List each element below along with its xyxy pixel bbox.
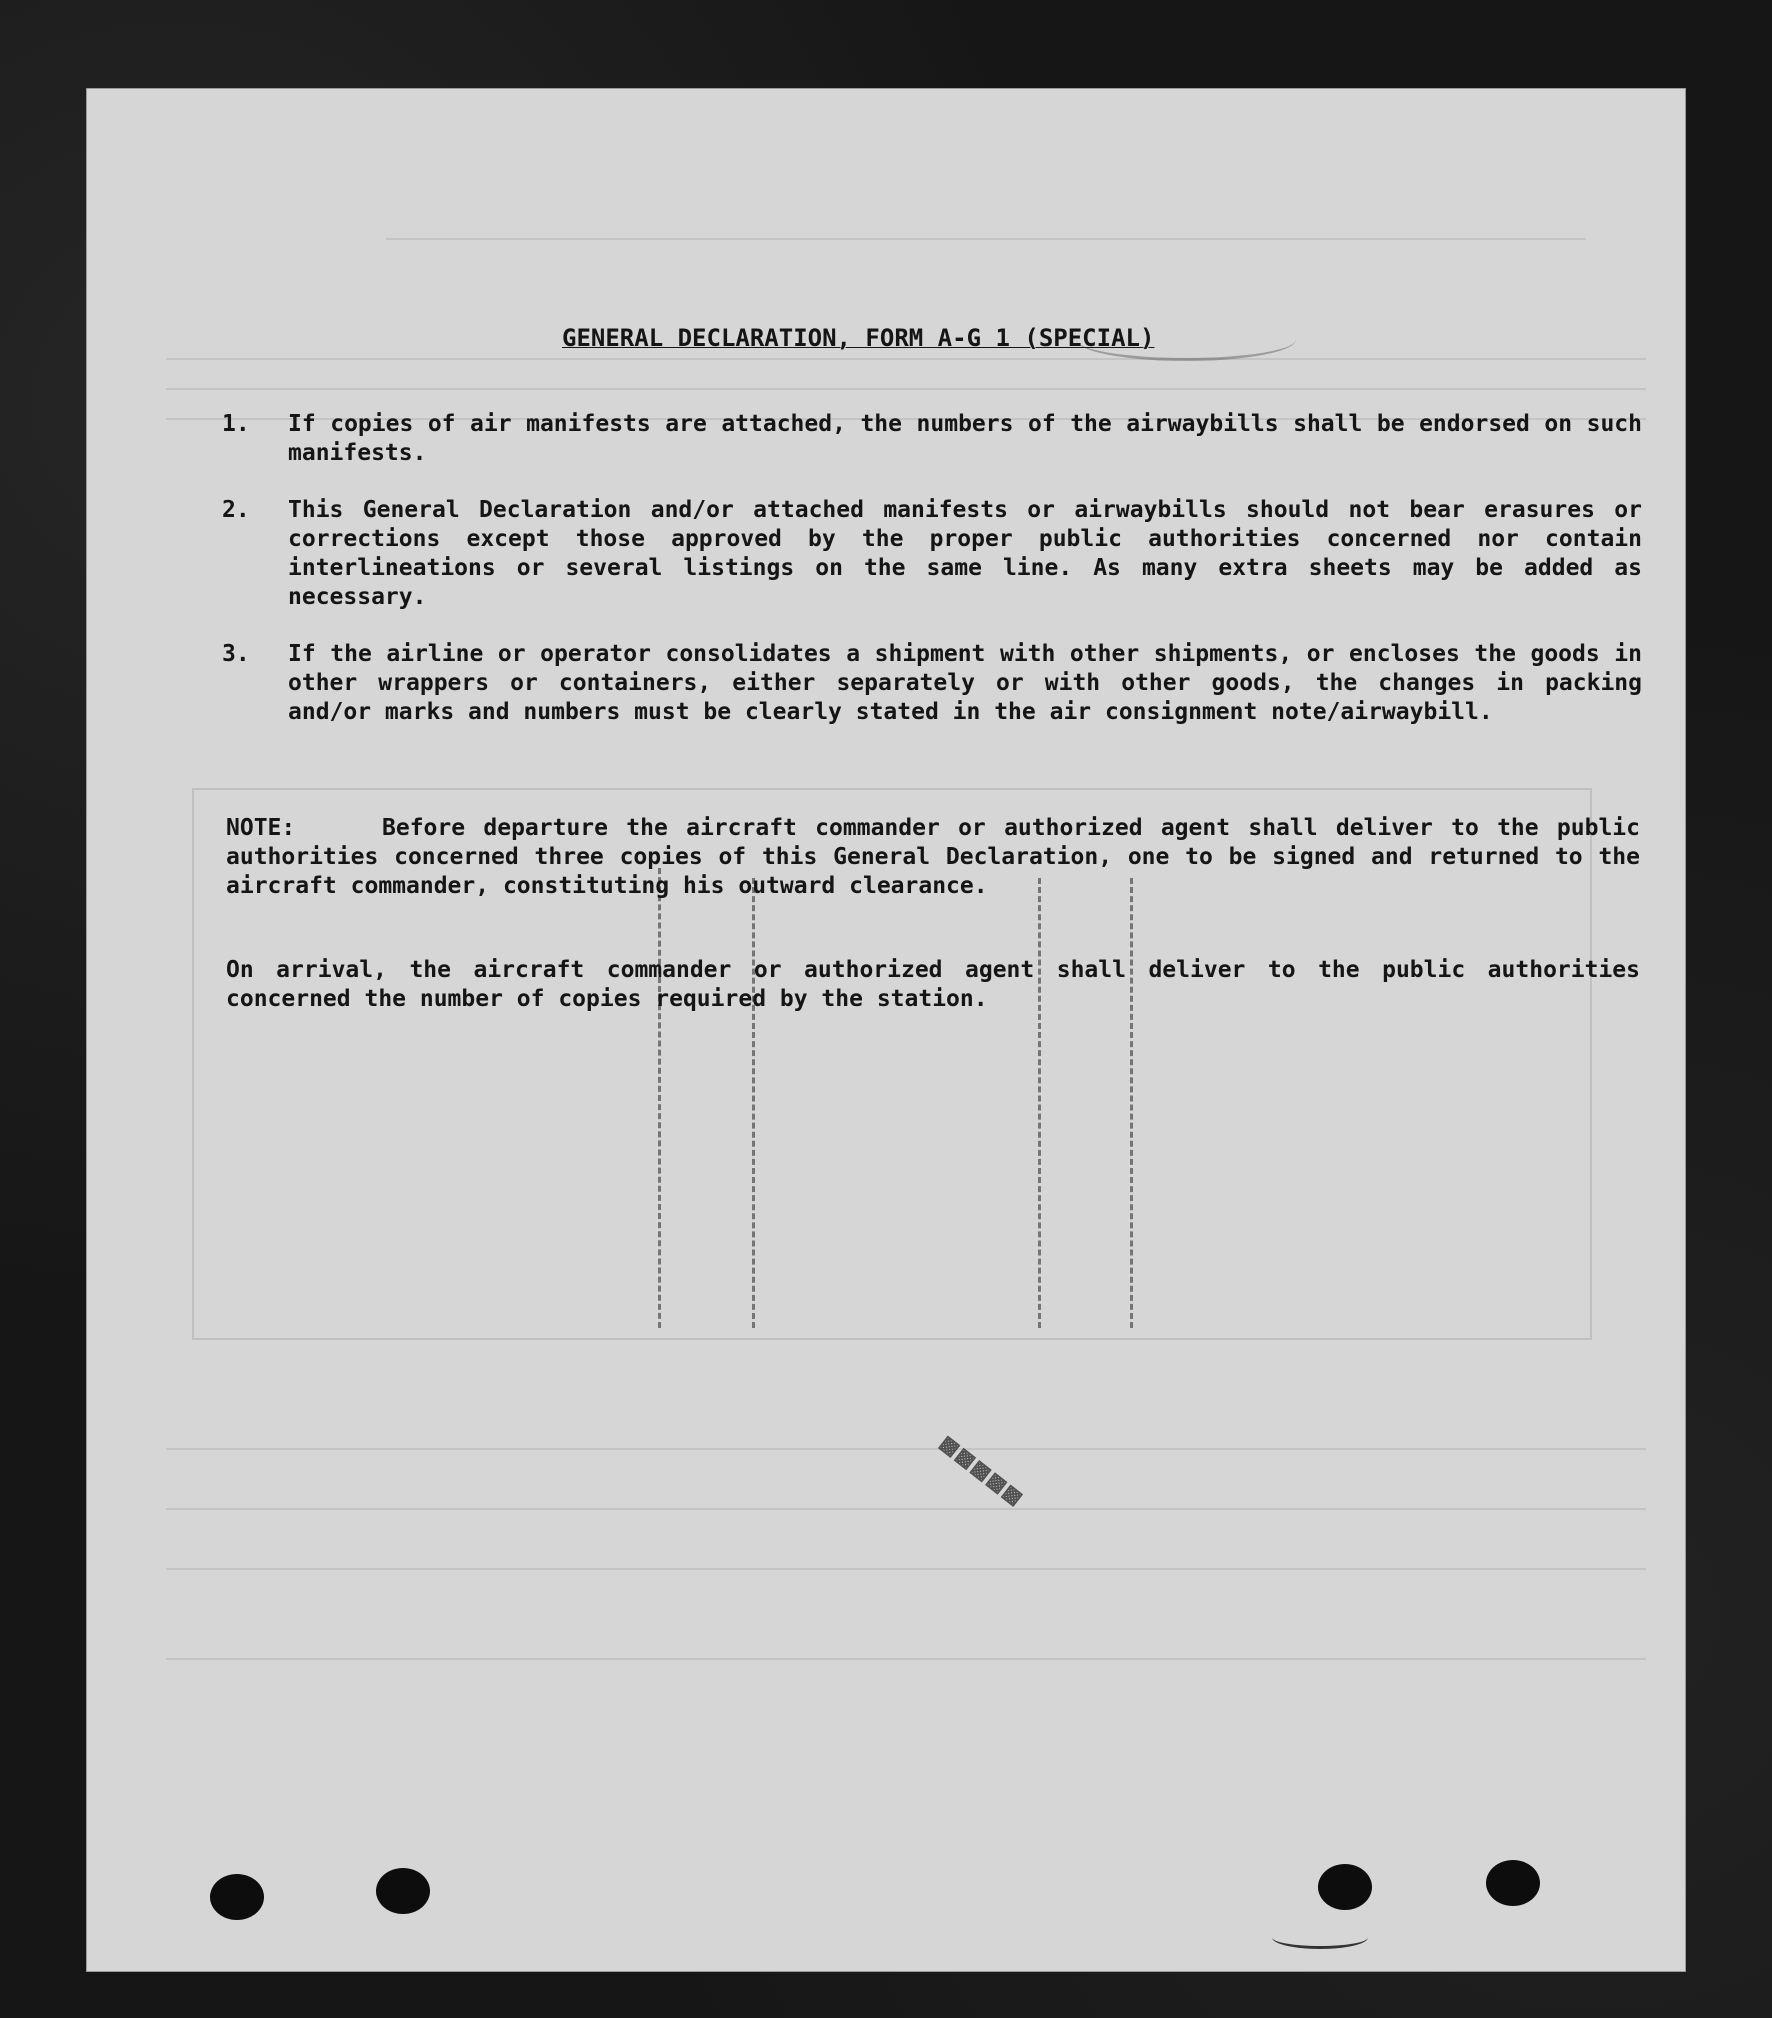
- punch-hole: [210, 1874, 264, 1920]
- instruction-item: [222, 496, 1642, 612]
- item-text: If copies of air manifests are attached, the numbers of the airwaybills shall be endorsed on such manifests.: [288, 411, 1642, 466]
- arrival-text: On arrival, the aircraft commander or authorized agent shall deliver to the public authorities concerned the number of copies required by the station.: [226, 957, 1640, 1012]
- item-text: This General Declaration and/or attached manifests or airwaybills should not bear erasures or corrections except those approved by the proper public authorities concerned nor contain interlineations or several listings on the same line. As many extra sheets may be added as necessary.: [288, 497, 1642, 610]
- arrival-paragraph: [226, 956, 1640, 1014]
- note-label: NOTE:: [226, 815, 296, 841]
- instruction-item: [222, 640, 1642, 727]
- instruction-item: [222, 410, 1642, 468]
- item-text: If the airline or operator consolidates a shipment with other shipments, or encloses the goods in other wrappers or containers, either separately or with other goods, the changes in packing and/or marks and numbers must be clearly stated in the air consignment note/airwaybill.: [288, 641, 1642, 725]
- punch-hole: [1318, 1864, 1372, 1910]
- punch-hole: [1486, 1860, 1540, 1906]
- punch-hole: [376, 1868, 430, 1914]
- rubber-stamp: ▩▩▩▩▩: [935, 1431, 1028, 1511]
- note-paragraph: [226, 814, 1640, 901]
- instructions-text: [86, 88, 1686, 1972]
- note-text: Before departure the aircraft commander or authorized agent shall deliver to the public authorities concerned three copies of this General Declaration, one to be signed and returned to the aircraft commander, constituting his outward clearance.: [226, 815, 1640, 899]
- margin-mark: [1272, 1926, 1368, 1949]
- faint-handwriting: [1076, 318, 1296, 361]
- page-title: GENERAL DECLARATION, FORM A-G 1 (SPECIAL): [562, 324, 1155, 352]
- document-page: [86, 88, 1686, 1972]
- item-number: 1.: [222, 411, 250, 437]
- item-number: 3.: [222, 641, 250, 667]
- item-number: 2.: [222, 497, 250, 523]
